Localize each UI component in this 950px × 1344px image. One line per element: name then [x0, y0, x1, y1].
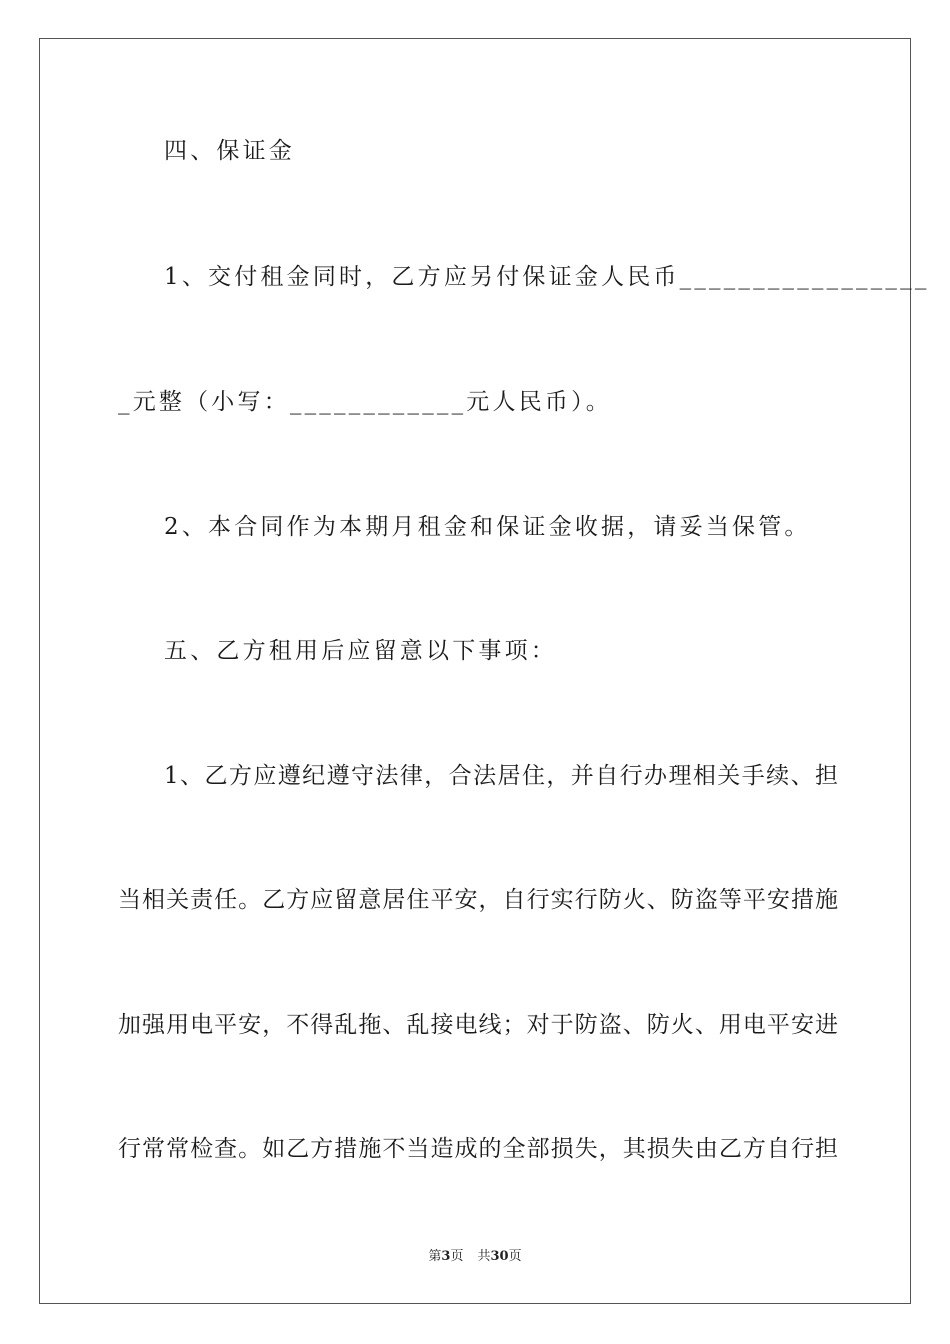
- paragraph-line: 2、本合同作为本期月租金和保证金收据，请妥当保管。: [164, 514, 811, 540]
- paragraph-line: 1、交付租金同时，乙方应另付保证金人民币_________________: [164, 264, 930, 290]
- paragraph-line: 当相关责任。乙方应留意居住平安，自行实行防火、防盗等平安措施: [118, 887, 838, 913]
- paragraph-line: 加强用电平安，不得乱拖、乱接电线；对于防盗、防火、用电平安进: [118, 1012, 838, 1038]
- paragraph-line: 行常常检查。如乙方措施不当造成的全部损失，其损失由乙方自行担: [118, 1136, 838, 1162]
- page-border: [39, 38, 930, 1304]
- page-footer: [0, 1248, 950, 1266]
- footer-total-pages: 30: [490, 1249, 509, 1264]
- section-heading-deposit: 四、保证金: [164, 138, 295, 164]
- footer-page-suffix: 页: [450, 1249, 464, 1264]
- paragraph-line: 1、乙方应遵纪遵守法律，合法居住，并自行办理相关手续、担: [164, 763, 838, 789]
- footer-page-number: 3: [441, 1249, 451, 1264]
- footer-total-prefix: 共: [477, 1249, 491, 1264]
- paragraph-line: _元整（小写：____________元人民币）。: [118, 389, 612, 415]
- footer-page-prefix: 第: [428, 1249, 442, 1264]
- section-heading-tenant-notes: 五、乙方租用后应留意以下事项：: [164, 638, 557, 664]
- footer-total-suffix: 页: [508, 1249, 522, 1264]
